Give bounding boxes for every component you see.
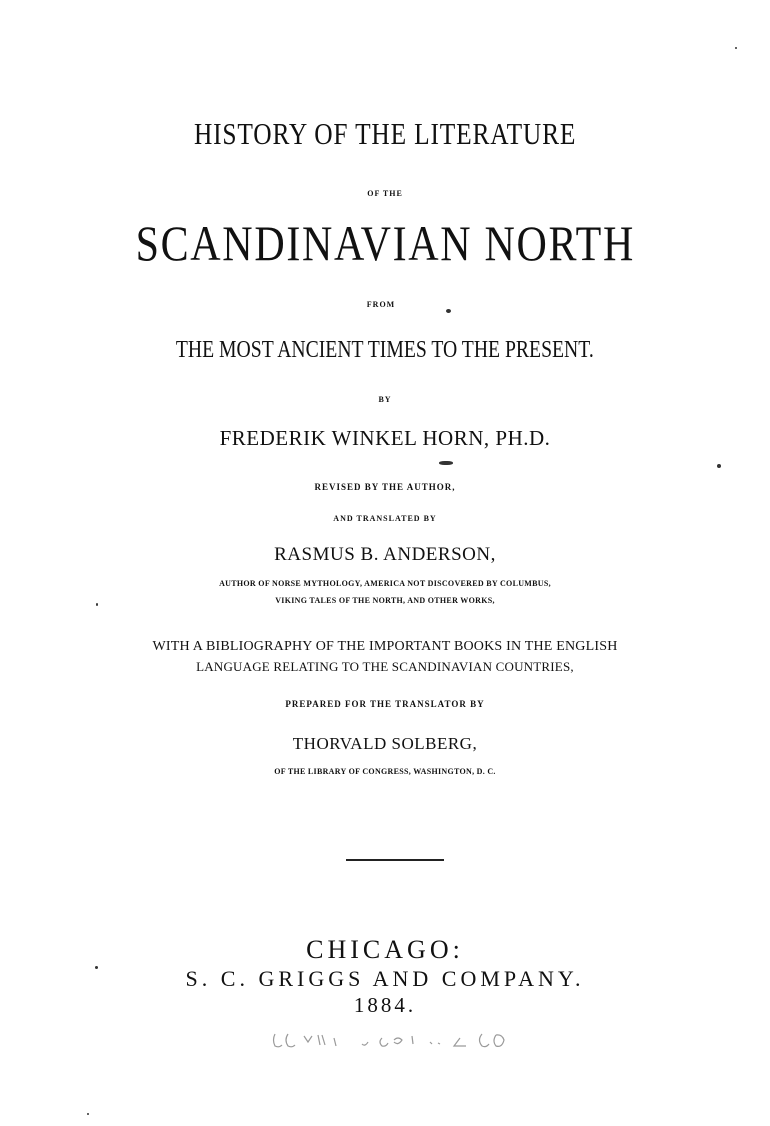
paper-speck (87, 1113, 89, 1115)
imprint-divider (346, 859, 444, 861)
imprint-city: CHICAGO: (306, 935, 464, 964)
author-name: FREDERIK WINKEL HORN, PH.D. (219, 426, 551, 450)
title-line-2: SCANDINAVIAN NORTH (135, 215, 635, 271)
faded-library-stamp (270, 1030, 520, 1050)
by-connector: BY (378, 395, 392, 404)
title-line-3: THE MOST ANCIENT TIMES TO THE PRESENT. (176, 337, 594, 363)
bibliography-note-line-1: WITH A BIBLIOGRAPHY OF THE IMPORTANT BOOKS IN THE ENGLISH (152, 639, 618, 654)
paper-speck (95, 966, 98, 969)
paper-speck (96, 603, 98, 606)
revised-note: REVISED BY THE AUTHOR, (314, 482, 456, 492)
translated-by-note: AND TRANSLATED BY (333, 514, 437, 523)
translator-name: RASMUS B. ANDERSON, (274, 544, 496, 565)
bibliographer-affiliation: OF THE LIBRARY OF CONGRESS, WASHINGTON, D. C. (274, 767, 496, 776)
from-connector: FROM (366, 300, 396, 309)
bibliography-note-line-2: LANGUAGE RELATING TO THE SCANDINAVIAN COUNTRIES, (196, 659, 574, 674)
paper-speck (439, 461, 453, 465)
title-line-1: HISTORY OF THE LITERATURE (193, 116, 577, 151)
prepared-for-note: PREPARED FOR THE TRANSLATOR BY (285, 699, 485, 709)
paper-speck (446, 309, 451, 313)
paper-speck (717, 464, 721, 468)
paper-speck (735, 47, 737, 49)
imprint-year: 1884. (353, 993, 417, 1017)
translator-works-line-2: VIKING TALES OF THE NORTH, AND OTHER WORKS, (275, 596, 495, 605)
imprint-publisher: S. C. GRIGGS AND COMPANY. (185, 966, 585, 991)
translator-works-line-1: AUTHOR OF NORSE MYTHOLOGY, AMERICA NOT DISCOVERED BY COLUMBUS, (219, 579, 551, 588)
bibliographer-name: THORVALD SOLBERG, (292, 734, 478, 753)
of-the-connector: OF THE (367, 189, 403, 198)
